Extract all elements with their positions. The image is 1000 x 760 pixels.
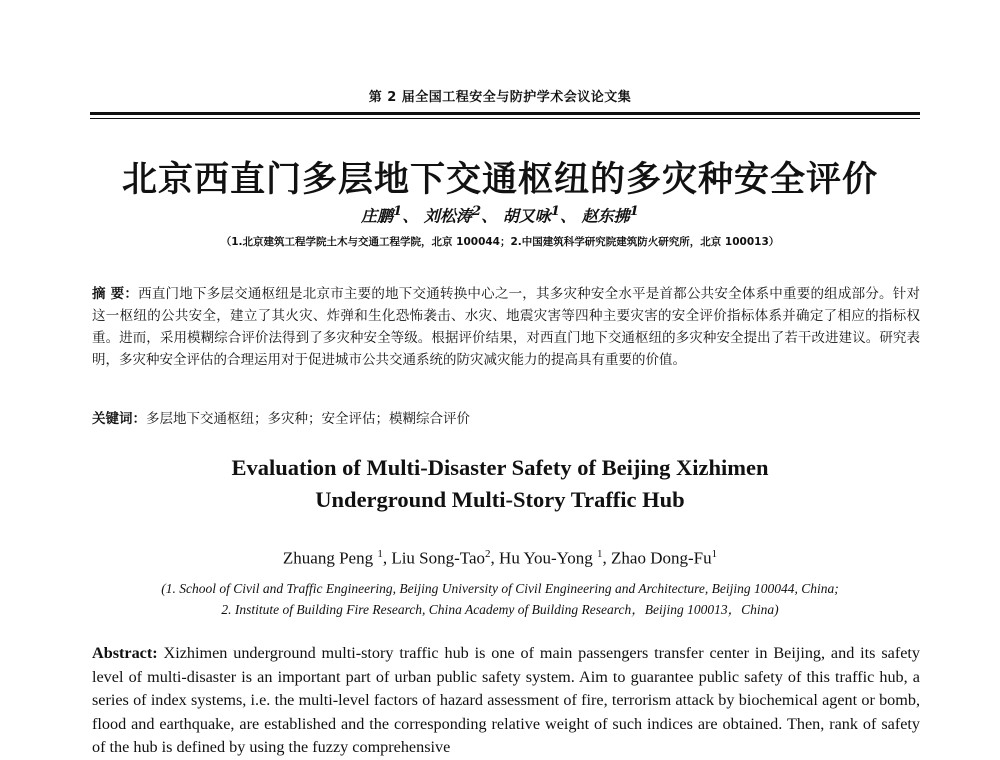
english-affiliation-line1: (1. School of Civil and Traffic Engineering, Beijing University of Civil Engineering and Architecture, Beijing 100044, China; — [161, 581, 839, 596]
author-mark: 1 — [393, 203, 403, 219]
english-title-line2: Underground Multi-Story Traffic Hub — [315, 487, 685, 512]
chinese-abstract — [92, 283, 920, 371]
english-authors: Zhuang Peng $^1$, Liu Song-Tao$^2$, Hu You-Yong $^1$, Zhao Dong-Fu$^1$ — [282, 548, 718, 568]
chinese-keywords — [92, 408, 920, 430]
author-mark: 1 — [550, 203, 561, 219]
chinese-affiliation: （1.北京建筑工程学院土木与交通工程学院，北京 100044；2.中国建筑科学研究院建筑防火研究所，北京 100013） — [220, 236, 780, 248]
author-name: 庄鹏 — [361, 206, 394, 226]
author-name: 赵东拂 — [581, 206, 630, 226]
author-name: 刘松涛 — [423, 206, 472, 226]
chinese-authors: 庄鹏$^1$、 刘松涛$^2$、 胡又咏$^1$、 赵东拂$^1$ — [361, 203, 639, 226]
chinese-abstract-text: 西直门地下多层交通枢纽是北京市主要的地下交通转换中心之一，其多灾种安全水平是首都公共安全体系中重要的组成部分。针对这一枢纽的公共安全，建立了其火灾、炸弹和生化恐怖袭击、水灾、地震灾害等四种主要灾害的安全评价指标体系并确定了相应的指标权重。进而，采用模糊综合评价法得到了多灾种安全等级。根据评价结果，对西直门地下交通枢纽的多灾种安全提出了若干改进建议。研究表明，多灾种安全评估的合理运用对于促进城市公共交通系统的防灾减灾能力的提高具有重要的价值。 — [92, 286, 921, 368]
author-name: Liu Song-Tao — [391, 548, 486, 568]
author-mark: 1 — [629, 203, 639, 219]
author-name: Hu You-Yong — [499, 548, 593, 568]
author-mark: 1 — [597, 548, 603, 560]
author-mark: 2 — [471, 203, 482, 219]
english-title-line1: Evaluation of Multi-Disaster Safety of Beijing Xizhimen — [231, 455, 769, 480]
author-name: Zhao Dong-Fu — [611, 548, 712, 568]
english-title — [0, 452, 1000, 516]
english-affiliation-line2: 2. Institute of Building Fire Research, China Academy of Building Research，Beijing 100013，China) — [221, 602, 779, 617]
english-abstract-label: Abstract: — [92, 644, 158, 662]
chinese-abstract-label: 摘 要： — [92, 286, 139, 302]
author-mark: 1 — [711, 548, 718, 560]
proceedings-header: 第 2 届全国工程安全与防护学术会议论文集 — [368, 90, 632, 105]
chinese-keywords-text: 多层地下交通枢纽；多灾种；安全评估；模糊综合评价 — [146, 411, 470, 427]
english-affiliation — [0, 578, 1000, 620]
author-name: 胡又咏 — [502, 206, 551, 226]
chinese-title: 北京西直门多层地下交通枢纽的多灾种安全评价 — [121, 160, 878, 200]
english-abstract-text: Xizhimen underground multi-story traffic hub is one of main passengers transfer center in Beijing, and its safety level of multi-disaster is an important part of urban public safety system. Aim to guarantee public safety of this traffic hub, a series of index systems, i.e. the multi-level factors of hazard assessment of fire, terrorism attack by biochemical agent or bomb, flood and earthquake, are established and the corresponding relative weight of such indices are obtained. Then, rank of safety of the hub is defined by using the fuzzy comprehensive — [92, 644, 920, 756]
author-name: Zhuang Peng — [282, 548, 374, 568]
header-rule-thin — [90, 118, 920, 119]
english-abstract — [92, 642, 920, 760]
author-mark: 2 — [485, 548, 491, 560]
chinese-keywords-label: 关键词： — [92, 411, 146, 427]
header-rule-thick — [90, 112, 920, 115]
author-mark: 1 — [377, 548, 383, 560]
